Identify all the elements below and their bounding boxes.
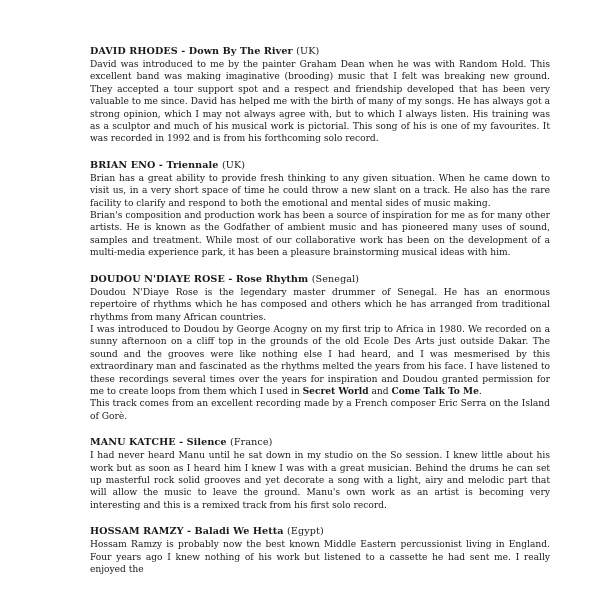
entry-david-rhodes: [90, 45, 550, 146]
artist-name: BRIAN ENO: [90, 159, 156, 171]
entry-heading: [90, 525, 550, 539]
entry-heading: [90, 45, 550, 59]
entry-paragraph: This track comes from an excellent recording made by a French composer Eric Serra on the Island of Gorè.: [90, 399, 550, 422]
entry-heading: [90, 436, 550, 450]
country: (UK): [296, 46, 320, 57]
entry-paragraph: David was introduced to me by the painter Graham Dean when he was with Random Hold. This excellent band was making imaginative (brooding) music that I felt was breaking new ground. They accepted a tour support spot and a respect and friendship developed that has been very valuable to me since. David has helped me with the birth of many of my songs. He has always got a strong opinion, which I may not always agree with, but to which I always listen. His training was as a sculptor and much of his musical work is pictorial. This song of his is one of my favourites. It was recorded in 1992 and is from his forthcoming solo record.: [90, 60, 550, 145]
heading-separator: -: [224, 273, 236, 285]
country: (Senegal): [311, 273, 360, 285]
artist-name: DAVID RHODES: [90, 46, 178, 57]
song-title-bold: Secret World: [302, 385, 369, 397]
artist-name: MANU KATCHE: [90, 437, 176, 449]
entry-heading: [90, 273, 550, 287]
artist-name: DOUDOU N'DIAYE ROSE: [90, 273, 225, 285]
entry-paragraph: I had never heard Manu until he sat down in my studio on the So session. I knew little about his work but as soon as I heard him I knew I was with a great musician. Behind the drums he can set up masterful rock solid grooves and yet decorate a song with a light, airy and melodic part that will allow the music to leave the ground. Manu's own work as an artist is becoming very interesting and this is a remixed track from his first solo record.: [90, 451, 550, 511]
entry-brian-eno: [90, 159, 550, 260]
heading-separator: -: [175, 437, 187, 449]
entry-manu-katche: [90, 436, 550, 512]
track-title: Rose Rhythm: [235, 273, 309, 285]
entry-heading: [90, 159, 550, 173]
track-title: Baladi We Hetta: [194, 526, 284, 538]
entry-paragraph-with-titles: [90, 324, 550, 398]
country: (UK): [221, 159, 246, 171]
track-title: Silence: [186, 437, 227, 449]
paragraph-connector: and: [371, 386, 389, 397]
entry-paragraph: Brian's composition and production work has been a source of inspiration for me as for many other artists. He is known as the Godfather of ambient music and has pioneered many uses of sound, samples and treatment. While most of our collaborative work has been on the development of a multi-media experience park, it has been a pleasure brainstorming musical ideas with him.: [90, 211, 550, 259]
artist-name: HOSSAM RAMZY: [90, 526, 184, 538]
paragraph-text: I was introduced to Doudou by George Acogny on my first trip to Africa in 1980. We recorded on a sunny afternoon on a cliff top in the grounds of the old Ecole Des Arts just outside Dakar. The sound and the grooves were like nothing else I had heard, and I was mesmerised by this extraordinary man and fascinated as the rhythms melted the years from his face. I have listened to these recordings several times over the years for inspiration and Doudou granted permission for me to create loops from them which I used in: [90, 324, 550, 397]
track-title: Triennale: [166, 159, 219, 171]
heading-separator: -: [155, 159, 167, 171]
heading-separator: -: [183, 526, 195, 538]
track-title: Down By The River: [188, 46, 293, 57]
entry-hossam-ramzy: [90, 525, 550, 576]
country: (Egypt): [287, 526, 324, 538]
country: (France): [230, 437, 273, 449]
song-title-bold: Come Talk To Me: [391, 385, 479, 397]
entry-paragraph: Doudou N'Diaye Rose is the legendary master drummer of Senegal. He has an enormous repertoire of rhythms which he has composed and others which he has arranged from traditional rhythms from many African countries.: [90, 287, 550, 323]
liner-notes-page: [90, 45, 550, 591]
entry-doudou-ndiaye-rose: [90, 273, 550, 423]
entry-paragraph: Hossam Ramzy is probably now the best known Middle Eastern percussionist living in England. Four years ago I knew nothing of his work but listened to a cassette he had sent me. I really enjoyed the: [90, 540, 550, 575]
entry-paragraph: Brian has a great ability to provide fresh thinking to any given situation. When he came down to visit us, in a very short space of time he could throw a new slant on a track. He also has the rare facility to clarify and respond to both the emotional and mental sides of music making.: [90, 173, 550, 209]
paragraph-end: .: [478, 386, 482, 397]
heading-separator: -: [177, 46, 189, 57]
